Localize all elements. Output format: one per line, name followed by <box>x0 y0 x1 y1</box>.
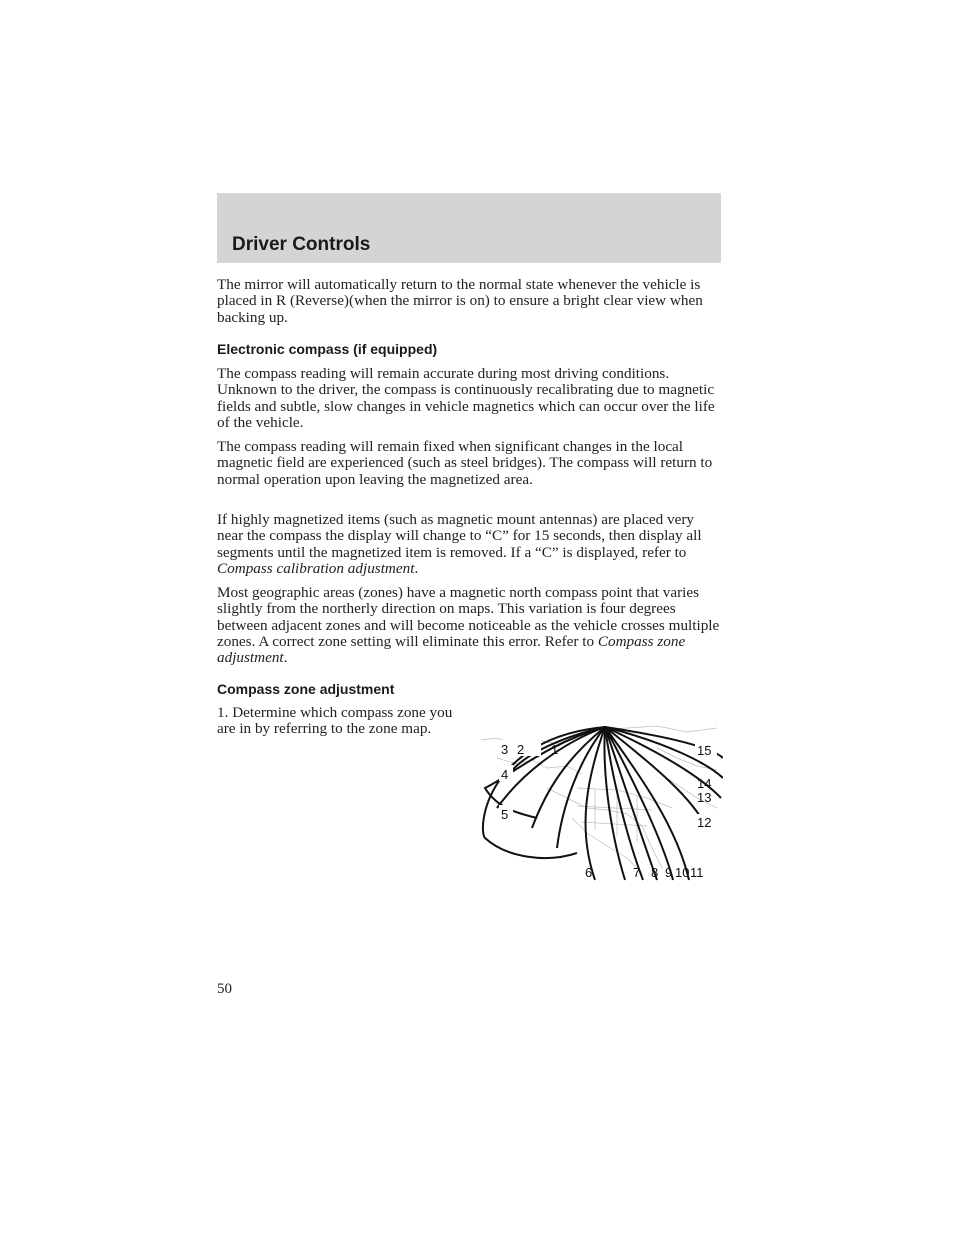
compass-paragraph-2: The compass reading will remain fixed when significant changes in the local magnetic field are experienced (such as steel bridges). The compass will return to normal operation upon leaving the magnetized area. <box>217 438 713 488</box>
paragraph-text: . <box>414 559 419 577</box>
zone-label-11: 11 <box>690 865 704 880</box>
zone-label-10: 10 <box>675 865 690 880</box>
calibration-reference: Compass calibration adjustment <box>217 559 415 577</box>
compass-paragraph-1: The compass reading will remain accurate during most driving conditions. Unknown to the driver, the compass is continuously recalibrating due to magnetic fields and subtle, slow changes in vehicle magnetics which can occur over the life of the vehicle. <box>217 365 715 431</box>
zone-label-4: 4 <box>501 767 509 782</box>
zone-label-15: 15 <box>697 743 712 758</box>
zone-label-14: 14 <box>697 776 712 791</box>
zone-step-1: 1. Determine which compass zone you are in by referring to the zone map. <box>217 704 453 738</box>
intro-paragraph: The mirror will automatically return to the normal state whenever the vehicle is placed in R (Reverse)(when the mirror is on) to ensure a bright clear view when backing up. <box>217 276 703 326</box>
paragraph-text: . <box>283 649 288 667</box>
zone-adjustment-reference: Compass zone adjustment <box>217 632 686 667</box>
zone-label-2: 2 <box>517 742 525 757</box>
zone-label-9: 9 <box>665 865 673 880</box>
zone-label-1: 1 <box>551 742 559 757</box>
zone-label-12: 12 <box>697 815 712 830</box>
zone-label-5: 5 <box>501 807 509 822</box>
compass-paragraph-4 <box>217 585 722 666</box>
compass-zone-map <box>477 718 723 882</box>
zone-label-8: 8 <box>651 865 659 880</box>
section-header-band <box>217 193 721 263</box>
page-number: 50 <box>217 981 232 997</box>
paragraph-text: Most geographic areas (zones) have a magnetic north compass point that varies slightly from the northerly direction on maps. This variation is four degrees between adjacent zones and will become noticeable as the vehicle crosses multiple zones. A correct zone setting will eliminate this error. Refer to <box>217 584 720 650</box>
electronic-compass-heading: Electronic compass (if equipped) <box>217 341 438 357</box>
zone-label-7: 7 <box>633 865 641 880</box>
compass-zone-heading: Compass zone adjustment <box>217 681 395 697</box>
zone-label-3: 3 <box>501 742 509 757</box>
zone-label-13: 13 <box>697 790 712 805</box>
paragraph-text: If highly magnetized items (such as magnetic mount antennas) are placed very near the compass the display will change to “C” for 15 seconds, then display all segments until the magnetized item is removed. If a “C” is displayed, refer to <box>217 511 702 561</box>
zone-label-6: 6 <box>585 865 593 880</box>
page-title: Driver Controls <box>232 234 371 255</box>
compass-paragraph-3 <box>217 512 722 577</box>
